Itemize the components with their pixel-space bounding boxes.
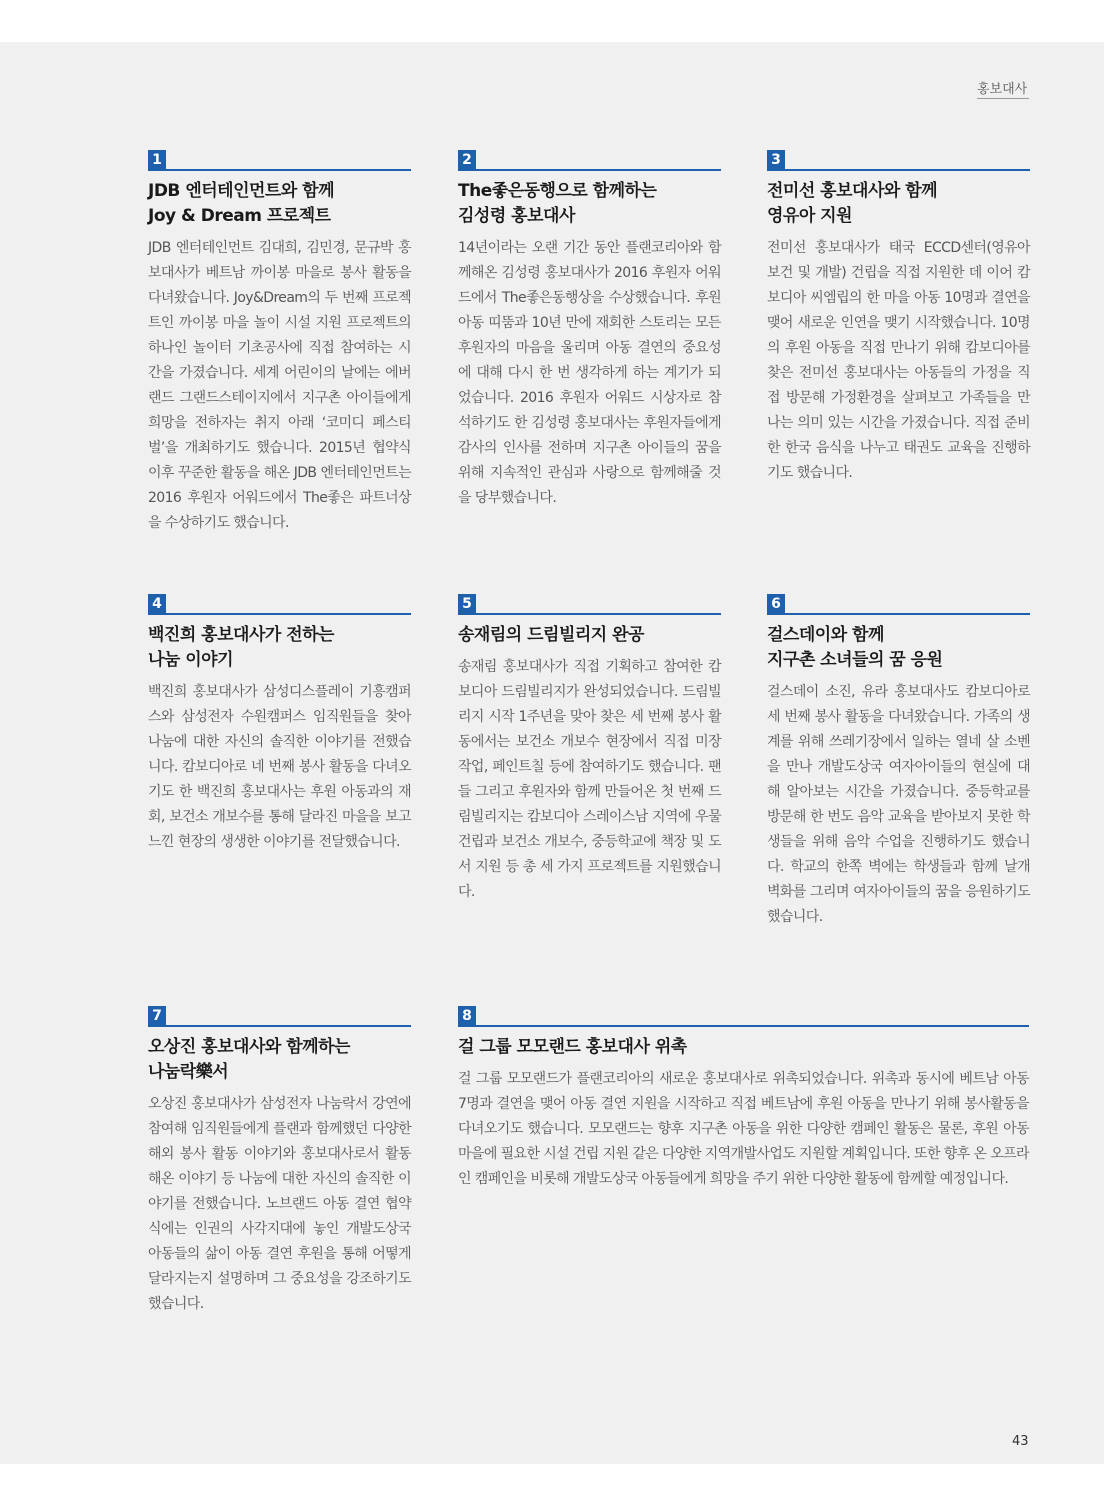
section-rule	[977, 98, 1029, 99]
article-number-bar	[767, 592, 1030, 615]
article-body: 걸스데이 소진, 유라 홍보대사도 캄보디아로 세 번째 봉사 활동을 다녀왔습니다. 가족의 생계를 위해 쓰레기장에서 일하는 열네 살 소벤을 만나 개발도상국 여자아이들의 현실에 대해 알아보는 시간을 가졌습니다. 중등학교를 방문해 한 번도 음악 교육을 받아보지 못한 학생들을 위해 음악 수업을 진행하기도 했습니다. 학교의 한쪽 벽에는 학생들과 함께 날개 벽화를 그리며 여자아이들의 꿈을 응원하기도 했습니다.	[767, 684, 1030, 925]
article-title: 백진희 홍보대사가 전하는 나눔 이야기	[148, 625, 334, 670]
article-number: 8	[458, 1006, 476, 1027]
article-body: 오상진 홍보대사가 삼성전자 나눔락서 강연에 참여해 임직원들에게 플랜과 함께했던 다양한 해외 봉사 활동 이야기와 홍보대사로서 활동해온 이야기 등 나눔에 대한 자신의 솔직한 이야기를 전했습니다. 노브랜드 아동 결연 협약식에는 인권의 사각지대에 놓인 개발도상국 아동들의 삶이 아동 결연 후원을 통해 어떻게 달라지는지 설명하며 그 중요성을 강조하기도 했습니다.	[148, 1096, 411, 1312]
article-number: 7	[148, 1006, 166, 1027]
article-4	[148, 592, 411, 855]
article-3	[767, 148, 1030, 486]
article-number-bar	[458, 148, 721, 171]
article-2	[458, 148, 721, 511]
page-number: 43	[1012, 1434, 1029, 1449]
article-number: 4	[148, 594, 166, 615]
article-title: 오상진 홍보대사와 함께하는 나눔락樂서	[148, 1037, 350, 1082]
article-body: 송재림 홍보대사가 직접 기획하고 참여한 캄보디아 드림빌리지가 완성되었습니다. 드림빌리지 시작 1주년을 맞아 찾은 세 번째 봉사 활동에서는 보건소 개보수 현장에서 직접 미장 작업, 페인트칠 등에 참여하기도 했습니다. 팬들 그리고 후원자와 함께 만들어온 첫 번째 드림빌리지는 캄보디아 스레이스남 지역에 우물 건립과 보건소 개보수, 중등학교에 책장 및 도서 지원 등 총 세 가지 프로젝트를 지원했습니다.	[458, 659, 721, 900]
article-number-bar	[148, 592, 411, 615]
article-5	[458, 592, 721, 905]
article-8	[458, 1004, 1029, 1192]
article-number-bar	[458, 1004, 1029, 1027]
article-title: 걸 그룹 모모랜드 홍보대사 위촉	[458, 1037, 687, 1057]
article-number-bar	[148, 1004, 411, 1027]
article-number: 6	[767, 594, 785, 615]
article-title: 송재림의 드림빌리지 완공	[458, 625, 644, 645]
article-body: JDB 엔터테인먼트 김대희, 김민경, 문규박 홍보대사가 베트남 까이봉 마을로 봉사 활동을 다녀왔습니다. Joy&Dream의 두 번째 프로젝트인 까이봉 마을 놀이 시설 지원 프로젝트의 하나인 놀이터 기초공사에 직접 참여하는 시간을 가졌습니다. 세계 어린이의 날에는 에버랜드 그랜드스테이지에서 지구촌 아이들에게 희망을 전하자는 취지 아래 ‘코미디 페스티벌’을 개최하기도 했습니다. 2015년 협약식 이후 꾸준한 활동을 해온 JDB 엔터테인먼트는 2016 후원자 어워드에서 The좋은 파트너상을 수상하기도 했습니다.	[148, 240, 411, 531]
article-number: 2	[458, 150, 476, 171]
article-number-bar	[148, 148, 411, 171]
page	[0, 42, 1104, 1464]
article-body: 걸 그룹 모모랜드가 플랜코리아의 새로운 홍보대사로 위촉되었습니다. 위촉과 동시에 베트남 아동 7명과 결연을 맺어 아동 결연 지원을 시작하고 직접 베트남에 후원 아동을 만나기 위해 봉사활동을 다녀오기도 했습니다. 모모랜드는 향후 지구촌 아동을 위한 다양한 캠페인 활동은 물론, 후원 아동 마을에 필요한 시설 건립 지원 같은 다양한 지역개발사업도 지원할 계획입니다. 또한 향후 온 오프라인 캠페인을 비롯해 개발도상국 아동들에게 희망을 주기 위한 다양한 활동에 함께할 예정입니다.	[458, 1071, 1029, 1187]
article-title: 걸스데이와 함께 지구촌 소녀들의 꿈 응원	[767, 625, 943, 670]
article-7	[148, 1004, 411, 1317]
article-title: 전미선 홍보대사와 함께 영유아 지원	[767, 181, 938, 226]
article-title: JDB 엔터테인먼트와 함께 Joy & Dream 프로젝트	[148, 181, 335, 226]
article-number-bar	[767, 148, 1030, 171]
article-body: 전미선 홍보대사가 태국 ECCD센터(영유아 보건 및 개발) 건립을 직접 지원한 데 이어 캄보디아 씨엠립의 한 마을 아동 10명과 결연을 맺어 새로운 인연을 맺기 시작했습니다. 10명의 후원 아동을 직접 만나기 위해 캄보디아를 찾은 전미선 홍보대사는 아동들의 가정을 직접 방문해 가정환경을 살펴보고 가족들을 만나는 의미 있는 시간을 가졌습니다. 직접 준비한 한국 음식을 나누고 태권도 교육을 진행하기도 했습니다.	[767, 240, 1030, 481]
article-number: 3	[767, 150, 785, 171]
article-number: 5	[458, 594, 476, 615]
article-body: 백진희 홍보대사가 삼성디스플레이 기흥캠퍼스와 삼성전자 수원캠퍼스 임직원들을 찾아 나눔에 대한 자신의 솔직한 이야기를 전했습니다. 캄보디아로 네 번째 봉사 활동을 다녀오기도 한 백진희 홍보대사는 후원 아동과의 재회, 보건소 개보수를 통해 달라진 마을을 보고 느낀 현장의 생생한 이야기를 전달했습니다.	[148, 684, 411, 850]
article-title: The좋은동행으로 함께하는 김성령 홍보대사	[458, 181, 657, 226]
article-number: 1	[148, 150, 166, 171]
article-number-bar	[458, 592, 721, 615]
article-body: 14년이라는 오랜 기간 동안 플랜코리아와 함께해온 김성령 홍보대사가 2016 후원자 어워드에서 The좋은동행상을 수상했습니다. 후원 아동 띠뚬과 10년 만에 재회한 스토리는 모든 후원자의 마음을 울리며 아동 결연의 중요성에 대해 다시 한 번 생각하게 하는 계기가 되었습니다. 2016 후원자 어워드 시상자로 참석하기도 한 김성령 홍보대사는 후원자들에게 감사의 인사를 전하며 지구촌 아이들의 꿈을 위해 지속적인 관심과 사랑으로 함께해줄 것을 당부했습니다.	[458, 240, 721, 506]
section-label: 홍보대사	[977, 82, 1028, 97]
article-1	[148, 148, 411, 536]
article-6	[767, 592, 1030, 930]
